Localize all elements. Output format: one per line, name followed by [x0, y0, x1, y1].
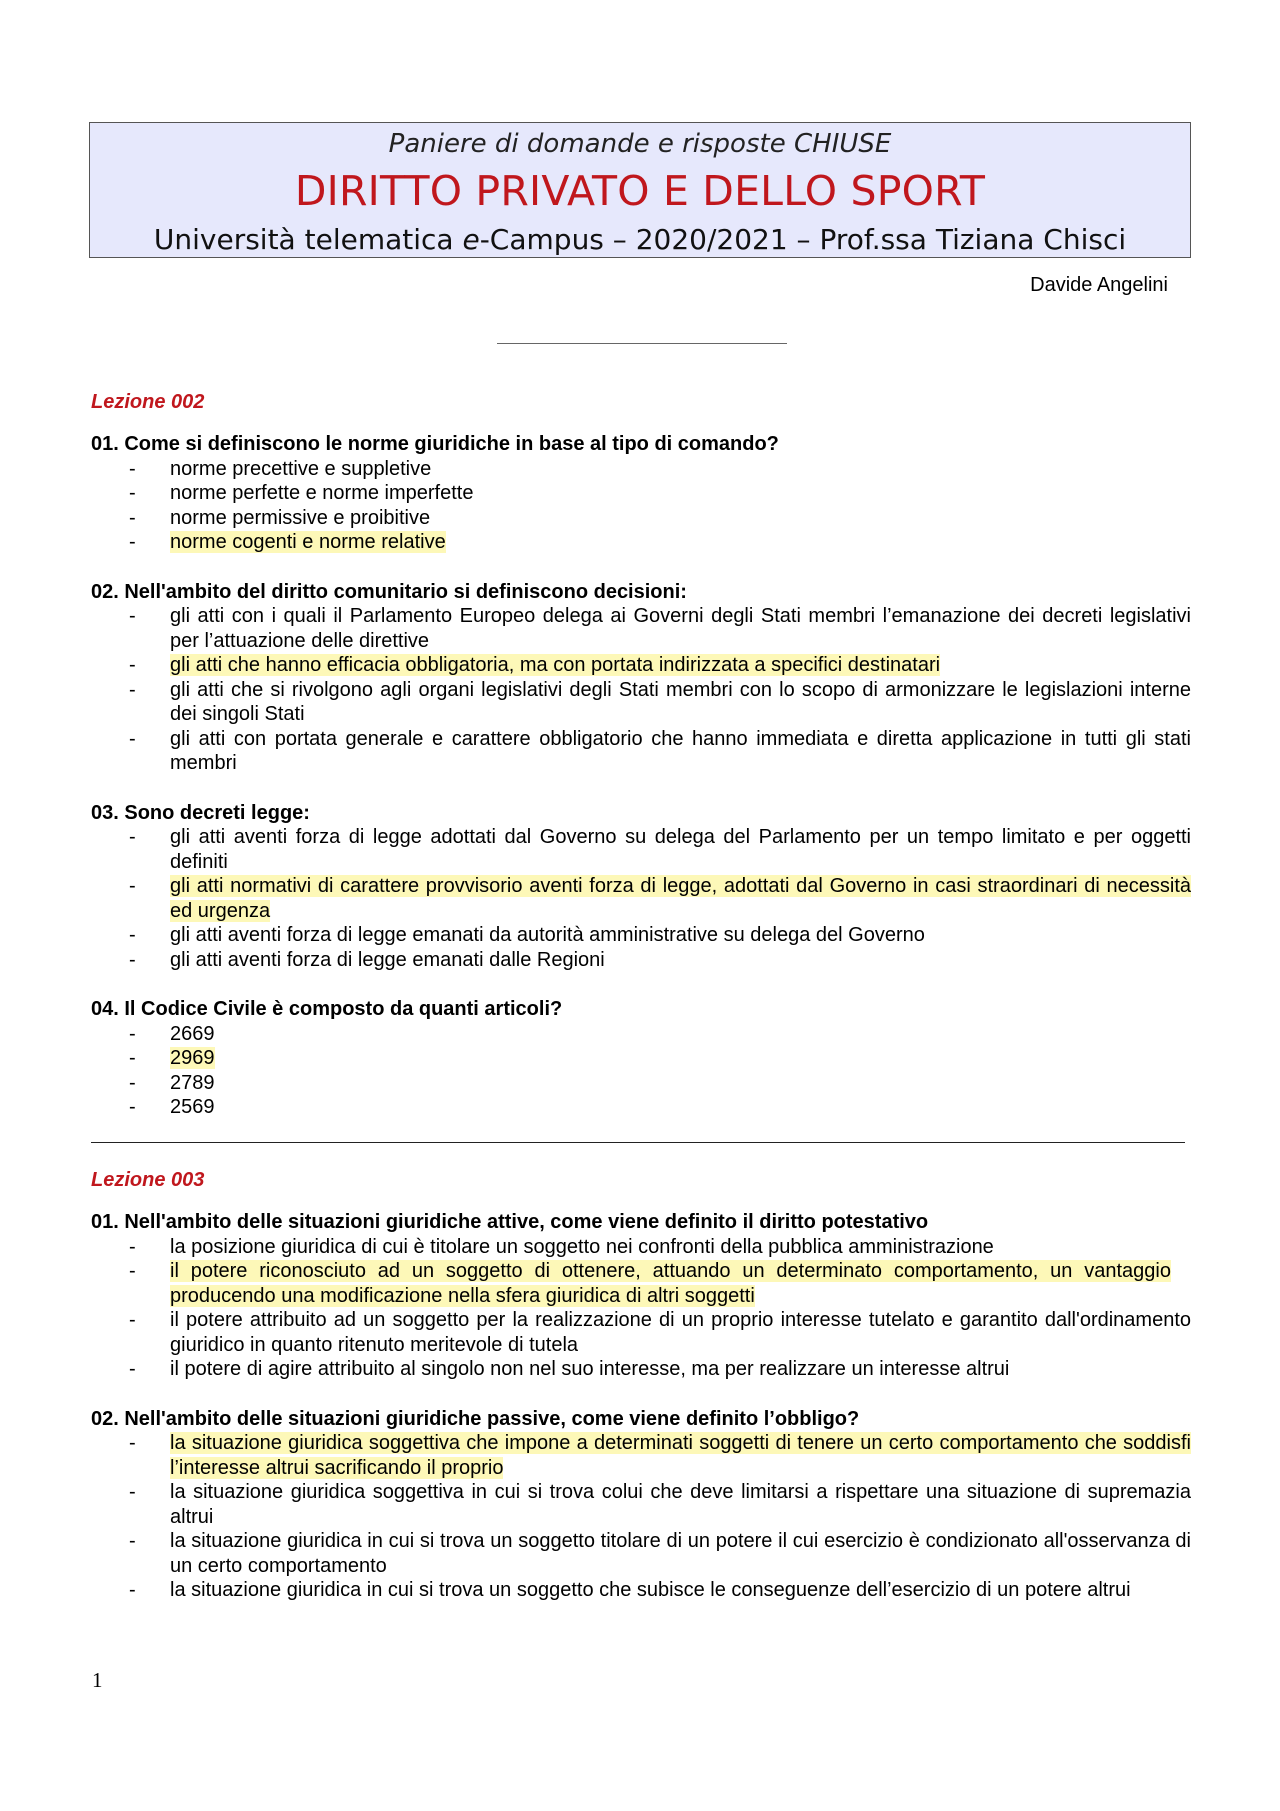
lesson-section	[91, 1168, 1191, 1628]
question-block	[91, 432, 1191, 555]
divider	[497, 343, 787, 344]
answer-option: - gli atti che si rivolgono agli organi legislativi degli Stati membri con lo scopo di armonizzare le legislazioni interne dei singoli Stati	[91, 678, 1191, 727]
correct-answer-option	[91, 1046, 1191, 1071]
correct-answer-highlight: la situazione giuridica soggettiva che impone a determinati soggetti di tenere un certo comportamento che soddisfi l’interesse altrui sacrificando il proprio	[170, 1432, 1191, 1479]
correct-answer-highlight: gli atti normativi di carattere provvisorio aventi forza di legge, adottati dal Governo in casi straordinari di necessità ed urgenza	[170, 875, 1191, 922]
question-block	[91, 580, 1191, 776]
section-divider	[91, 1142, 1185, 1143]
question-text: 02. Nell'ambito del diritto comunitario si definiscono decisioni:	[91, 580, 687, 603]
answer-option: - gli atti aventi forza di legge emanati dalle Regioni	[91, 948, 1191, 973]
answer-list	[91, 1022, 1191, 1120]
lesson-title: Lezione 002	[91, 391, 205, 413]
question-text: 02. Nell'ambito delle situazioni giuridiche passive, come viene definito l’obbligo?	[91, 1407, 860, 1430]
answer-option: - 2569	[91, 1095, 1191, 1120]
correct-answer-option	[91, 1431, 1191, 1480]
answer-list	[91, 1235, 1191, 1382]
document-header	[89, 122, 1191, 258]
answer-option: - il potere di agire attribuito al singolo non nel suo interesse, ma per realizzare un interesse altrui	[91, 1357, 1191, 1382]
correct-answer-highlight: 2969	[170, 1047, 215, 1069]
correct-answer-option	[91, 653, 1191, 678]
question-block	[91, 997, 1191, 1120]
lesson-section	[91, 390, 1191, 1145]
document-title: DIRITTO PRIVATO E DELLO SPORT	[294, 167, 986, 215]
question-text: 04. Il Codice Civile è composto da quanti articoli?	[91, 998, 563, 1020]
answer-list	[91, 457, 1191, 555]
answer-option: - 2669	[91, 1022, 1191, 1047]
correct-answer-option	[91, 874, 1191, 923]
answer-option: - norme precettive e suppletive	[91, 457, 1191, 482]
answer-option: - il potere attribuito ad un soggetto per la realizzazione di un proprio interesse tutelato e garantito dall'ordinamento giuridico in quanto ritenuto meritevole di tutela	[91, 1308, 1191, 1357]
answer-option: - gli atti con i quali il Parlamento Europeo delega ai Governi degli Stati membri l’emanazione dei decreti legislativi per l’attuazione delle direttive	[91, 604, 1191, 653]
correct-answer-highlight: norme cogenti e norme relative	[170, 531, 446, 553]
answer-option: - 2789	[91, 1071, 1191, 1096]
question-text: 03. Sono decreti legge:	[91, 801, 310, 824]
correct-answer-highlight: il potere riconosciuto ad un soggetto di ottenere, attuando un determinato comportamento, un vantaggio producendo una modificazione nella sfera giuridica di altri soggetti	[170, 1260, 1171, 1307]
question-text: 01. Come si definiscono le norme giuridiche in base al tipo di comando?	[91, 433, 779, 455]
header-info: Università telematica e-Campus – 2020/2021 – Prof.ssa Tiziana Chisci	[153, 223, 1127, 256]
lesson-title: Lezione 003	[91, 1169, 205, 1191]
answer-list	[91, 604, 1191, 776]
header-subtitle: Paniere di domande e risposte CHIUSE	[388, 129, 892, 159]
answer-option: - la situazione giuridica in cui si trova un soggetto che subisce le conseguenze dell’esercizio di un potere altrui	[91, 1578, 1191, 1603]
answer-option: - gli atti con portata generale e carattere obbligatorio che hanno immediata e diretta applicazione in tutti gli stati membri	[91, 727, 1191, 776]
question-text: 01. Nell'ambito delle situazioni giuridiche attive, come viene definito il diritto potestativo	[91, 1211, 929, 1233]
answer-option: - gli atti aventi forza di legge adottati dal Governo su delega del Parlamento per un tempo limitato e per oggetti definiti	[91, 825, 1191, 874]
answer-option: - norme perfette e norme imperfette	[91, 481, 1191, 506]
answer-list	[91, 1431, 1191, 1603]
answer-option: - la situazione giuridica in cui si trova un soggetto titolare di un potere il cui esercizio è condizionato all'osservanza di un certo comportamento	[91, 1529, 1191, 1578]
question-block	[91, 801, 1191, 973]
correct-answer-highlight: gli atti che hanno efficacia obbligatoria, ma con portata indirizzata a specifici destinatari	[170, 654, 941, 676]
answer-option: - gli atti aventi forza di legge emanati da autorità amministrative su delega del Governo	[91, 923, 1191, 948]
answer-option: - norme permissive e proibitive	[91, 506, 1191, 531]
author-name: Davide Angelini	[1030, 274, 1168, 296]
answer-option: - la posizione giuridica di cui è titolare un soggetto nei confronti della pubblica amministrazione	[91, 1235, 1191, 1260]
answer-option: - la situazione giuridica soggettiva in cui si trova colui che deve limitarsi a rispettare una situazione di supremazia altrui	[91, 1480, 1191, 1529]
question-block	[91, 1210, 1191, 1382]
answer-list	[91, 825, 1191, 972]
page-number: 1	[92, 1668, 103, 1692]
question-block	[91, 1407, 1191, 1603]
correct-answer-option	[91, 1259, 1191, 1308]
correct-answer-option	[91, 530, 1191, 555]
